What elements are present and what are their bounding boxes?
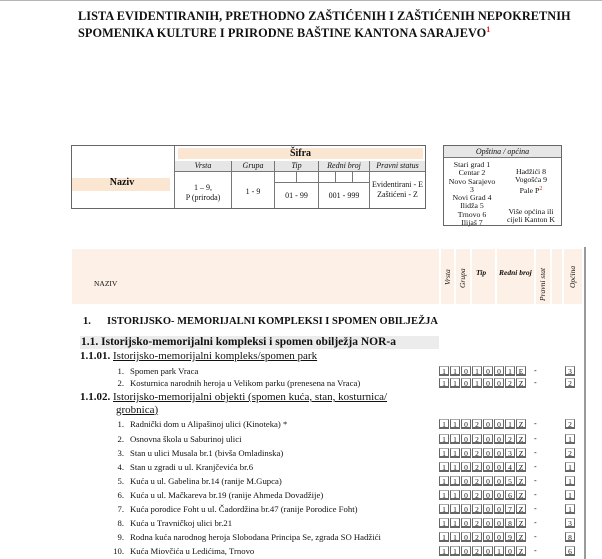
code-dash: - [534, 448, 537, 457]
code-digit-box: 0 [461, 378, 471, 388]
list-item: 10. Kuća Miovčića u Ledićima, Trnovo [113, 546, 255, 556]
column-naziv: NAZIV [94, 279, 118, 288]
list-item: 4. Stan u zgradi u ul. Kranjčevića br.6 [117, 462, 254, 472]
code-digit-box: 1 [505, 419, 515, 429]
list-item: 8. Kuća u Travničkoj ulici br.21 [117, 518, 233, 528]
code-digit-box: 1 [450, 476, 460, 486]
legend-header-vrsta: Vrsta [175, 161, 231, 172]
list-item: 1. Spomen park Vraca [117, 366, 199, 376]
code-digit-box: 1 [450, 462, 460, 472]
opstina-code-box: 3 [565, 518, 575, 528]
opstina-code-box: 1 [565, 490, 575, 500]
page-top-border [0, 0, 602, 1]
code-digit-box: 0 [461, 462, 471, 472]
title-line-1: LISTA EVIDENTIRANIH, PRETHODNO ZAŠTIĆENIH I ZAŠTIĆENIH NEPOKRETNIH [78, 9, 571, 23]
footnote-marker[interactable]: 1 [486, 25, 491, 34]
code-digit-box: 1 [450, 366, 460, 376]
code-digit-box: 0 [483, 434, 493, 444]
code-dash: - [534, 378, 537, 387]
code-digit-box: 0 [505, 546, 515, 556]
code-digit-box: E [516, 366, 526, 376]
header-band [72, 249, 439, 304]
document-title [78, 9, 598, 40]
code-digit-box: 1 [439, 504, 449, 514]
code-digit-box: 0 [461, 518, 471, 528]
code-dash: - [534, 518, 537, 527]
code-digit-box: 1 [439, 532, 449, 542]
legend-header-pravni-status: Pravni status [370, 161, 425, 172]
opstina-code-box: 8 [565, 532, 575, 542]
code-digit-box: 0 [461, 434, 471, 444]
legend-value-pravni-status: Evidentirani - E Zaštićeni - Z [371, 180, 424, 199]
code-digit-box: 1 [472, 366, 482, 376]
code-digit-box: 0 [494, 378, 504, 388]
code-digit-box: 0 [494, 419, 504, 429]
column-tip: Tip [476, 268, 487, 277]
code-digit-box: Z [516, 476, 526, 486]
code-digit-box: 0 [483, 490, 493, 500]
code-digit-box: 1 [472, 378, 482, 388]
tip-digit-boxes [275, 172, 318, 183]
code-digit-box: 0 [483, 378, 493, 388]
code-digit-box: 0 [483, 504, 493, 514]
list-item: 9. Rodna kuća narodnog heroja Slobodana Principa Se, zgrada SO Hadžići [117, 532, 381, 542]
code-digit-box: 5 [505, 476, 515, 486]
code-digit-box: Z [516, 462, 526, 472]
code-digit-box: 2 [472, 476, 482, 486]
code-dash: - [534, 476, 537, 485]
code-digit-box: 0 [483, 546, 493, 556]
code-digit-box: Z [516, 504, 526, 514]
code-digit-box: 1 [439, 448, 449, 458]
code-digit-box: Z [516, 448, 526, 458]
legend-header-grupa: Grupa [232, 161, 274, 172]
code-dash: - [534, 419, 537, 428]
code-digit-box: 1 [450, 504, 460, 514]
column-opstina: Općina [568, 265, 577, 288]
code-digit-box: 0 [483, 476, 493, 486]
code-digit-box: 1 [439, 419, 449, 429]
code-digit-box: 1 [439, 518, 449, 528]
right-margin-rule [584, 247, 586, 559]
code-dash: - [534, 532, 537, 541]
divider [231, 161, 232, 208]
code-digit-box: 1 [450, 490, 460, 500]
code-digit-box: 2 [472, 419, 482, 429]
list-item: 2. Kosturnica narodnih heroja u Velikom parku (prenesena na Vraca) [117, 378, 361, 388]
code-dash: - [534, 434, 537, 443]
code-digit-box: 7 [505, 504, 515, 514]
code-digit-box: 0 [483, 366, 493, 376]
opstina-code-box: 1 [565, 476, 575, 486]
opstina-code-box: 1 [565, 434, 575, 444]
code-digit-box: 0 [494, 518, 504, 528]
opstina-code-box: 1 [565, 504, 575, 514]
code-digit-box: 0 [494, 476, 504, 486]
code-digit-box: 2 [472, 518, 482, 528]
code-digit-box: 0 [494, 462, 504, 472]
code-digit-box: 1 [439, 366, 449, 376]
code-digit-box: 2 [472, 504, 482, 514]
code-digit-box: 6 [505, 490, 515, 500]
code-digit-box: 0 [494, 434, 504, 444]
code-digit-box: 8 [505, 518, 515, 528]
code-digit-box: 2 [472, 532, 482, 542]
code-digit-box: 2 [472, 546, 482, 556]
opstina-code-box: 3 [565, 366, 575, 376]
code-digit-box: 1 [439, 476, 449, 486]
code-digit-box: 2 [505, 378, 515, 388]
code-digit-box: 1 [450, 378, 460, 388]
code-digit-box: 0 [494, 366, 504, 376]
municipality-legend [443, 145, 562, 226]
code-digit-box: Z [516, 378, 526, 388]
opstina-code-box: 2 [565, 419, 575, 429]
code-digit-box: 0 [461, 532, 471, 542]
code-digit-box: 1 [450, 532, 460, 542]
column-vrsta: Vrsta [443, 269, 452, 285]
group-1-1-02-heading: 1.1.02. Istorijsko-memorijalni objekti (spomen kuća, stan, kosturnica/ grobnica) [80, 391, 388, 416]
code-digit-box: 2 [472, 462, 482, 472]
section-1-heading: 1. ISTORIJSKO- MEMORIJALNI KOMPLEKSI I SPOMEN OBILJEŽJA [83, 316, 438, 327]
code-digit-box: 0 [494, 532, 504, 542]
code-digit-box: 0 [494, 490, 504, 500]
code-digit-box: 1 [494, 546, 504, 556]
legend-header-redni-broj: Redni broj [319, 161, 369, 172]
list-item: 5. Kuća u ul. Gabelina br.14 (ranije M.Gupca) [117, 476, 282, 486]
code-digit-box: 0 [461, 546, 471, 556]
legend-value-vrsta: 1 – 9, P (priroda) [185, 183, 221, 202]
code-digit-box: 1 [439, 546, 449, 556]
redni-digit-boxes [319, 172, 369, 183]
footnote-marker[interactable]: 2 [539, 185, 543, 192]
legend-naziv: Naziv [109, 177, 135, 188]
code-digit-box: 2 [472, 434, 482, 444]
code-digit-box: 2 [505, 434, 515, 444]
code-digit-box: Z [516, 532, 526, 542]
list-item: 3. Stan u ulici Musala br.1 (bivša Omladinska) [117, 448, 284, 458]
code-digit-box: 0 [461, 504, 471, 514]
code-digit-box: 0 [461, 490, 471, 500]
list-column-header [72, 249, 584, 304]
code-digit-box: 0 [461, 476, 471, 486]
code-digit-box: 2 [472, 448, 482, 458]
code-digit-box: 0 [461, 419, 471, 429]
code-dash: - [534, 504, 537, 513]
column-pravni-status: Pravni stat [538, 267, 547, 301]
code-digit-box: 1 [505, 366, 515, 376]
code-digit-box: 1 [450, 434, 460, 444]
code-digit-box: 0 [494, 504, 504, 514]
municipality-list-left: Stari grad 1 Centar 2 Novo Sarajevo 3 Novi Grad 4 Ilidža 5 Trnovo 6 Ilijaš 7 [448, 160, 496, 228]
code-digit-box: Z [516, 518, 526, 528]
code-dash: - [534, 546, 537, 555]
code-digit-box: 3 [505, 448, 515, 458]
municipality-legend-header: Opština / općina [444, 146, 561, 158]
column-grupa: Grupa [458, 268, 467, 288]
opstina-code-box: 6 [565, 546, 575, 556]
list-item: 2. Osnovna škola u Saburinoj ulici [117, 434, 242, 444]
opstina-code-box: 2 [565, 378, 575, 388]
title-line-2: SPOMENIKA KULTURE I PRIRODNE BAŠTINE KANTONA SARAJEVO$^1$ [78, 25, 491, 40]
code-digit-box: 2 [472, 490, 482, 500]
legend-value-redni-broj: 001 - 999 [328, 191, 360, 200]
code-digit-box: Z [516, 546, 526, 556]
code-digit-box: 1 [439, 462, 449, 472]
list-item: 1. Radnički dom u Alipašinoj ulici (Kinoteka) * [117, 419, 288, 429]
code-digit-box: 9 [505, 532, 515, 542]
code-digit-box: 0 [461, 448, 471, 458]
code-digit-box: 0 [483, 518, 493, 528]
code-digit-box: 0 [483, 448, 493, 458]
code-digit-box: 1 [450, 448, 460, 458]
opstina-code-box: 2 [565, 448, 575, 458]
legend-value-tip: 01 - 99 [285, 191, 308, 200]
code-dash: - [534, 490, 537, 499]
code-digit-box: 0 [483, 462, 493, 472]
code-digit-box: 1 [439, 378, 449, 388]
code-digit-box: 1 [450, 518, 460, 528]
code-digit-box: 0 [494, 448, 504, 458]
code-digit-box: 1 [439, 434, 449, 444]
legend-value-grupa: 1 - 9 [245, 187, 261, 196]
code-legend-table [71, 145, 426, 209]
header-band [552, 249, 562, 304]
code-digit-box: Z [516, 434, 526, 444]
code-digit-box: 4 [505, 462, 515, 472]
list-item: 6. Kuća u ul. Mačkareva br.19 (ranije Ahmeda Dovadžije) [117, 490, 324, 500]
code-digit-box: 1 [439, 490, 449, 500]
code-dash: - [534, 366, 537, 375]
legend-header-tip: Tip [275, 161, 318, 172]
group-1-1-01-heading: 1.1.01. Istorijsko-memorijalni kompleks/spomen park [80, 350, 318, 362]
code-digit-box: 0 [461, 366, 471, 376]
municipality-list-right: Hadžići 8 Vogošća 9 Pale $P^2$ Više općina ili cijeli Kanton K [506, 167, 556, 225]
code-digit-box: 1 [450, 419, 460, 429]
list-item: 7. Kuća porodice Foht u ul. Čadordžina br.47 (ranije Porodice Foht) [117, 504, 358, 514]
code-digit-box: Z [516, 419, 526, 429]
code-digit-box: 1 [450, 546, 460, 556]
column-redni-broj: Redni broj [499, 268, 532, 277]
legend-sifra: Šifra [178, 148, 423, 159]
code-digit-box: 0 [483, 532, 493, 542]
section-1-1-heading: 1.1. Istorijsko-memorijalni kompleksi i spomen obilježja NOR-a [80, 336, 439, 349]
code-dash: - [534, 462, 537, 471]
code-digit-box: Z [516, 490, 526, 500]
opstina-code-box: 1 [565, 462, 575, 472]
code-digit-box: 0 [483, 419, 493, 429]
